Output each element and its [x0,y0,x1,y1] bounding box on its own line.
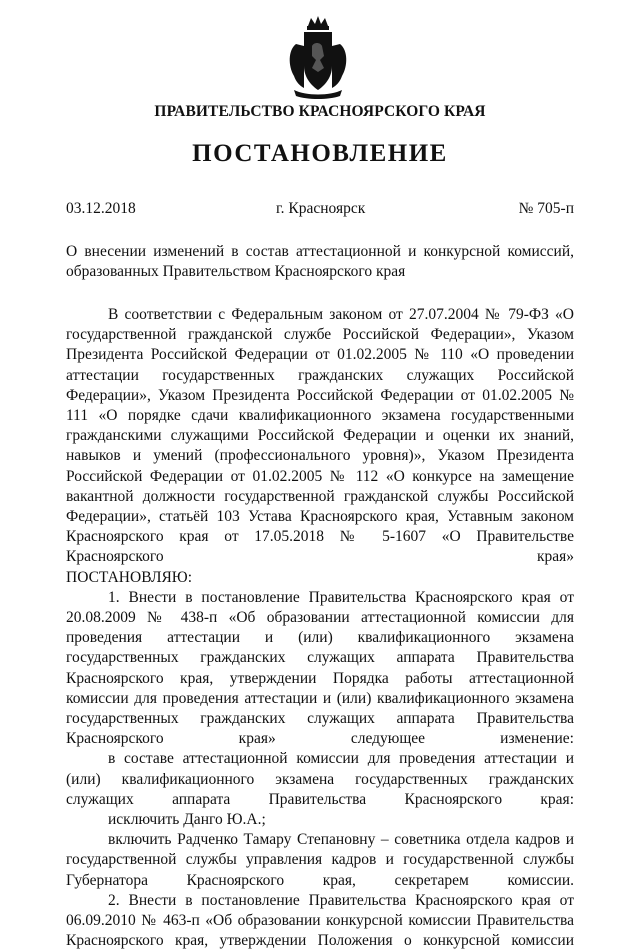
item-2-paragraph: 2. Внести в постановление Правительства Красноярского края от 06.09.2010 № 463-п «Об образовании конкурсной комиссии Правительства Красноярского края, утверждении Положения о конкурсной комиссии [66,891,574,950]
item-1-subparagraph: в составе аттестационной комиссии для проведения аттестации и (или) квалификационного экзамена государственных гражданских служащих аппарата Правительства Красноярского края: [66,750,574,808]
coat-of-arms-icon [284,16,352,100]
document-number: № 705-п [518,200,574,217]
document-subject: О внесении изменений в состав аттестационной и конкурсной комиссий, образованных Правительством Красноярского края [66,243,574,280]
document-date: 03.12.2018 [66,200,136,217]
preamble-paragraph: В соответствии с Федеральным законом от 27.07.2004 № 79-ФЗ «О государственной гражданской службе Российской Федерации», Указом Президента Российской Федерации от 01.02.2005 № 110 «О проведении аттестации государственных гражданских служащих Российской Федерации», Указом Президента Российской Федерации от 01.02.2005 № 111 «О порядке сдачи квалификационного экзамена государственными гражданскими служащими Российской Федерации и оценки их знаний, навыков и умений (профессионального уровня)», Указом Президента Российской Федерации от 01.02.2005 № 112 «О конкурсе на замещение вакантной должности государственной гражданской службы Российской Федерации», статьёй 103 Устава Красноярского края, Уставным законом Красноярского края от 17.05.2018 № 5-1607 «О Правительстве Красноярского края» [66,306,574,566]
item-1-paragraph: 1. Внести в постановление Правительства Красноярского края от 20.08.2009 № 438-п «Об образовании аттестационной комиссии для проведения аттестации и (или) квалификационного экзамена государственных гражданских служащих аппарата Правительства Красноярского края, утверждении Порядка работы аттестационной комиссии для проведения аттестации и (или) квалификационного экзамена государственных гражданских служащих аппарата Правительства Красноярского края» следующее изменение: [66,588,574,748]
document-body [66,305,574,952]
document-city: г. Красноярск [276,200,366,217]
document-title: ПОСТАНОВЛЕНИЕ [192,140,448,167]
exclude-line: исключить Данго Ю.А.; [108,811,266,829]
resolve-heading: ПОСТАНОВЛЯЮ: [66,568,193,586]
include-paragraph: включить Радченко Тамару Степановну – советника отдела кадров и государственной службы управления кадров и государственной службы Губернатора Красноярского края, секретарем комиссии. [66,831,574,889]
government-name: ПРАВИТЕЛЬСТВО КРАСНОЯРСКОГО КРАЯ [154,103,486,120]
